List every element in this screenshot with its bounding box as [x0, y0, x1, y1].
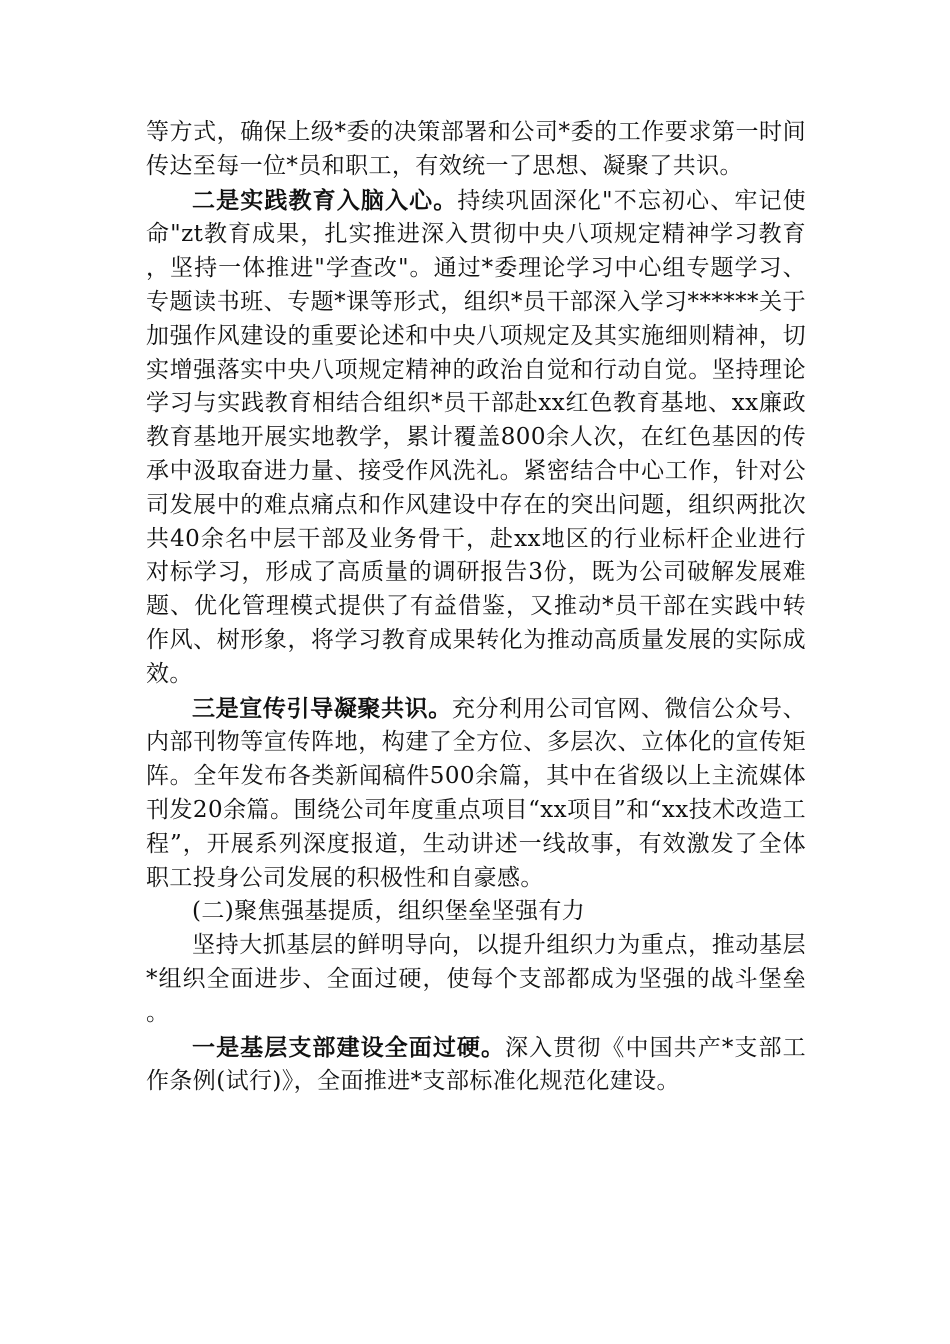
paragraph-continuation: [146, 116, 806, 184]
paragraph-text: 持续巩固深化"不忘初心、牢记使命"zt教育成果，扎实推进深入贯彻中央八项规定精神学习教育，坚持一体推进"学查改"。通过*委理论学习中心组专题学习、专题读书班、专题*课等形式，组织*员干部深入学习******关于加强作风建设的重要论述和中央八项规定及其实施细则精神，切实增强落实中央八项规定精神的政治自觉和行动自觉。坚持理论学习与实践教育相结合组织*员干部赴xx红色教育基地、xx廉政教育基地开展实地教学，累计覆盖800余人次，在红色基因的传承中汲取奋进力量、接受作风洗礼。紧密结合中心工作，针对公司发展中的难点痛点和作风建设中存在的突出问题，组织两批次共40余名中层干部及业务骨干，赴xx地区的行业标杆企业进行对标学习，形成了高质量的调研报告3份，既为公司破解发展难题、优化管理模式提供了有益借鉴，又推动*员干部在实践中转作风、树形象，将学习教育成果转化为推动高质量发展的实际成效。: [146, 187, 806, 687]
section-heading: [146, 895, 806, 929]
paragraph-publicity-guidance: [146, 692, 806, 896]
paragraph-text: 充分利用公司官网、微信公众号、内部刊物等宣传阵地，构建了全方位、多层次、立体化的宣传矩阵。全年发布各类新闻稿件500余篇，其中在省级以上主流媒体刊发20余篇。围绕公司年度重点项目“xx项目”和“xx技术改造工程”，开展系列深度报道，生动讲述一线故事，有效激发了全体职工投身公司发展的积极性和自豪感。: [146, 695, 807, 891]
paragraph-text: 坚持大抓基层的鲜明导向，以提升组织力为重点，推动基层*组织全面进步、全面过硬，使每个支部都成为坚强的战斗堡垒。: [146, 932, 806, 1026]
document-page: [146, 116, 806, 1099]
paragraph-grassroots-intro: [146, 929, 806, 1030]
paragraph-branch-construction: [146, 1031, 806, 1100]
section-heading-text: (二)聚焦强基提质，组织堡垒坚强有力: [192, 898, 586, 925]
paragraph-lead: 三是宣传引导凝聚共识。: [192, 694, 452, 722]
paragraph-lead: 一是基层支部建设全面过硬。: [192, 1033, 506, 1061]
paragraph-lead: 二是实践教育入脑入心。: [192, 186, 458, 214]
paragraph-text: 等方式，确保上级*委的决策部署和公司*委的工作要求第一时间传达至每一位*员和职工，有效统一了思想、凝聚了共识。: [146, 119, 806, 179]
paragraph-practice-education: [146, 184, 806, 692]
paragraph-text: 深入贯彻《中国共产*支部工作条例(试行)》，全面推进*支部标准化规范化建设。: [146, 1034, 806, 1095]
